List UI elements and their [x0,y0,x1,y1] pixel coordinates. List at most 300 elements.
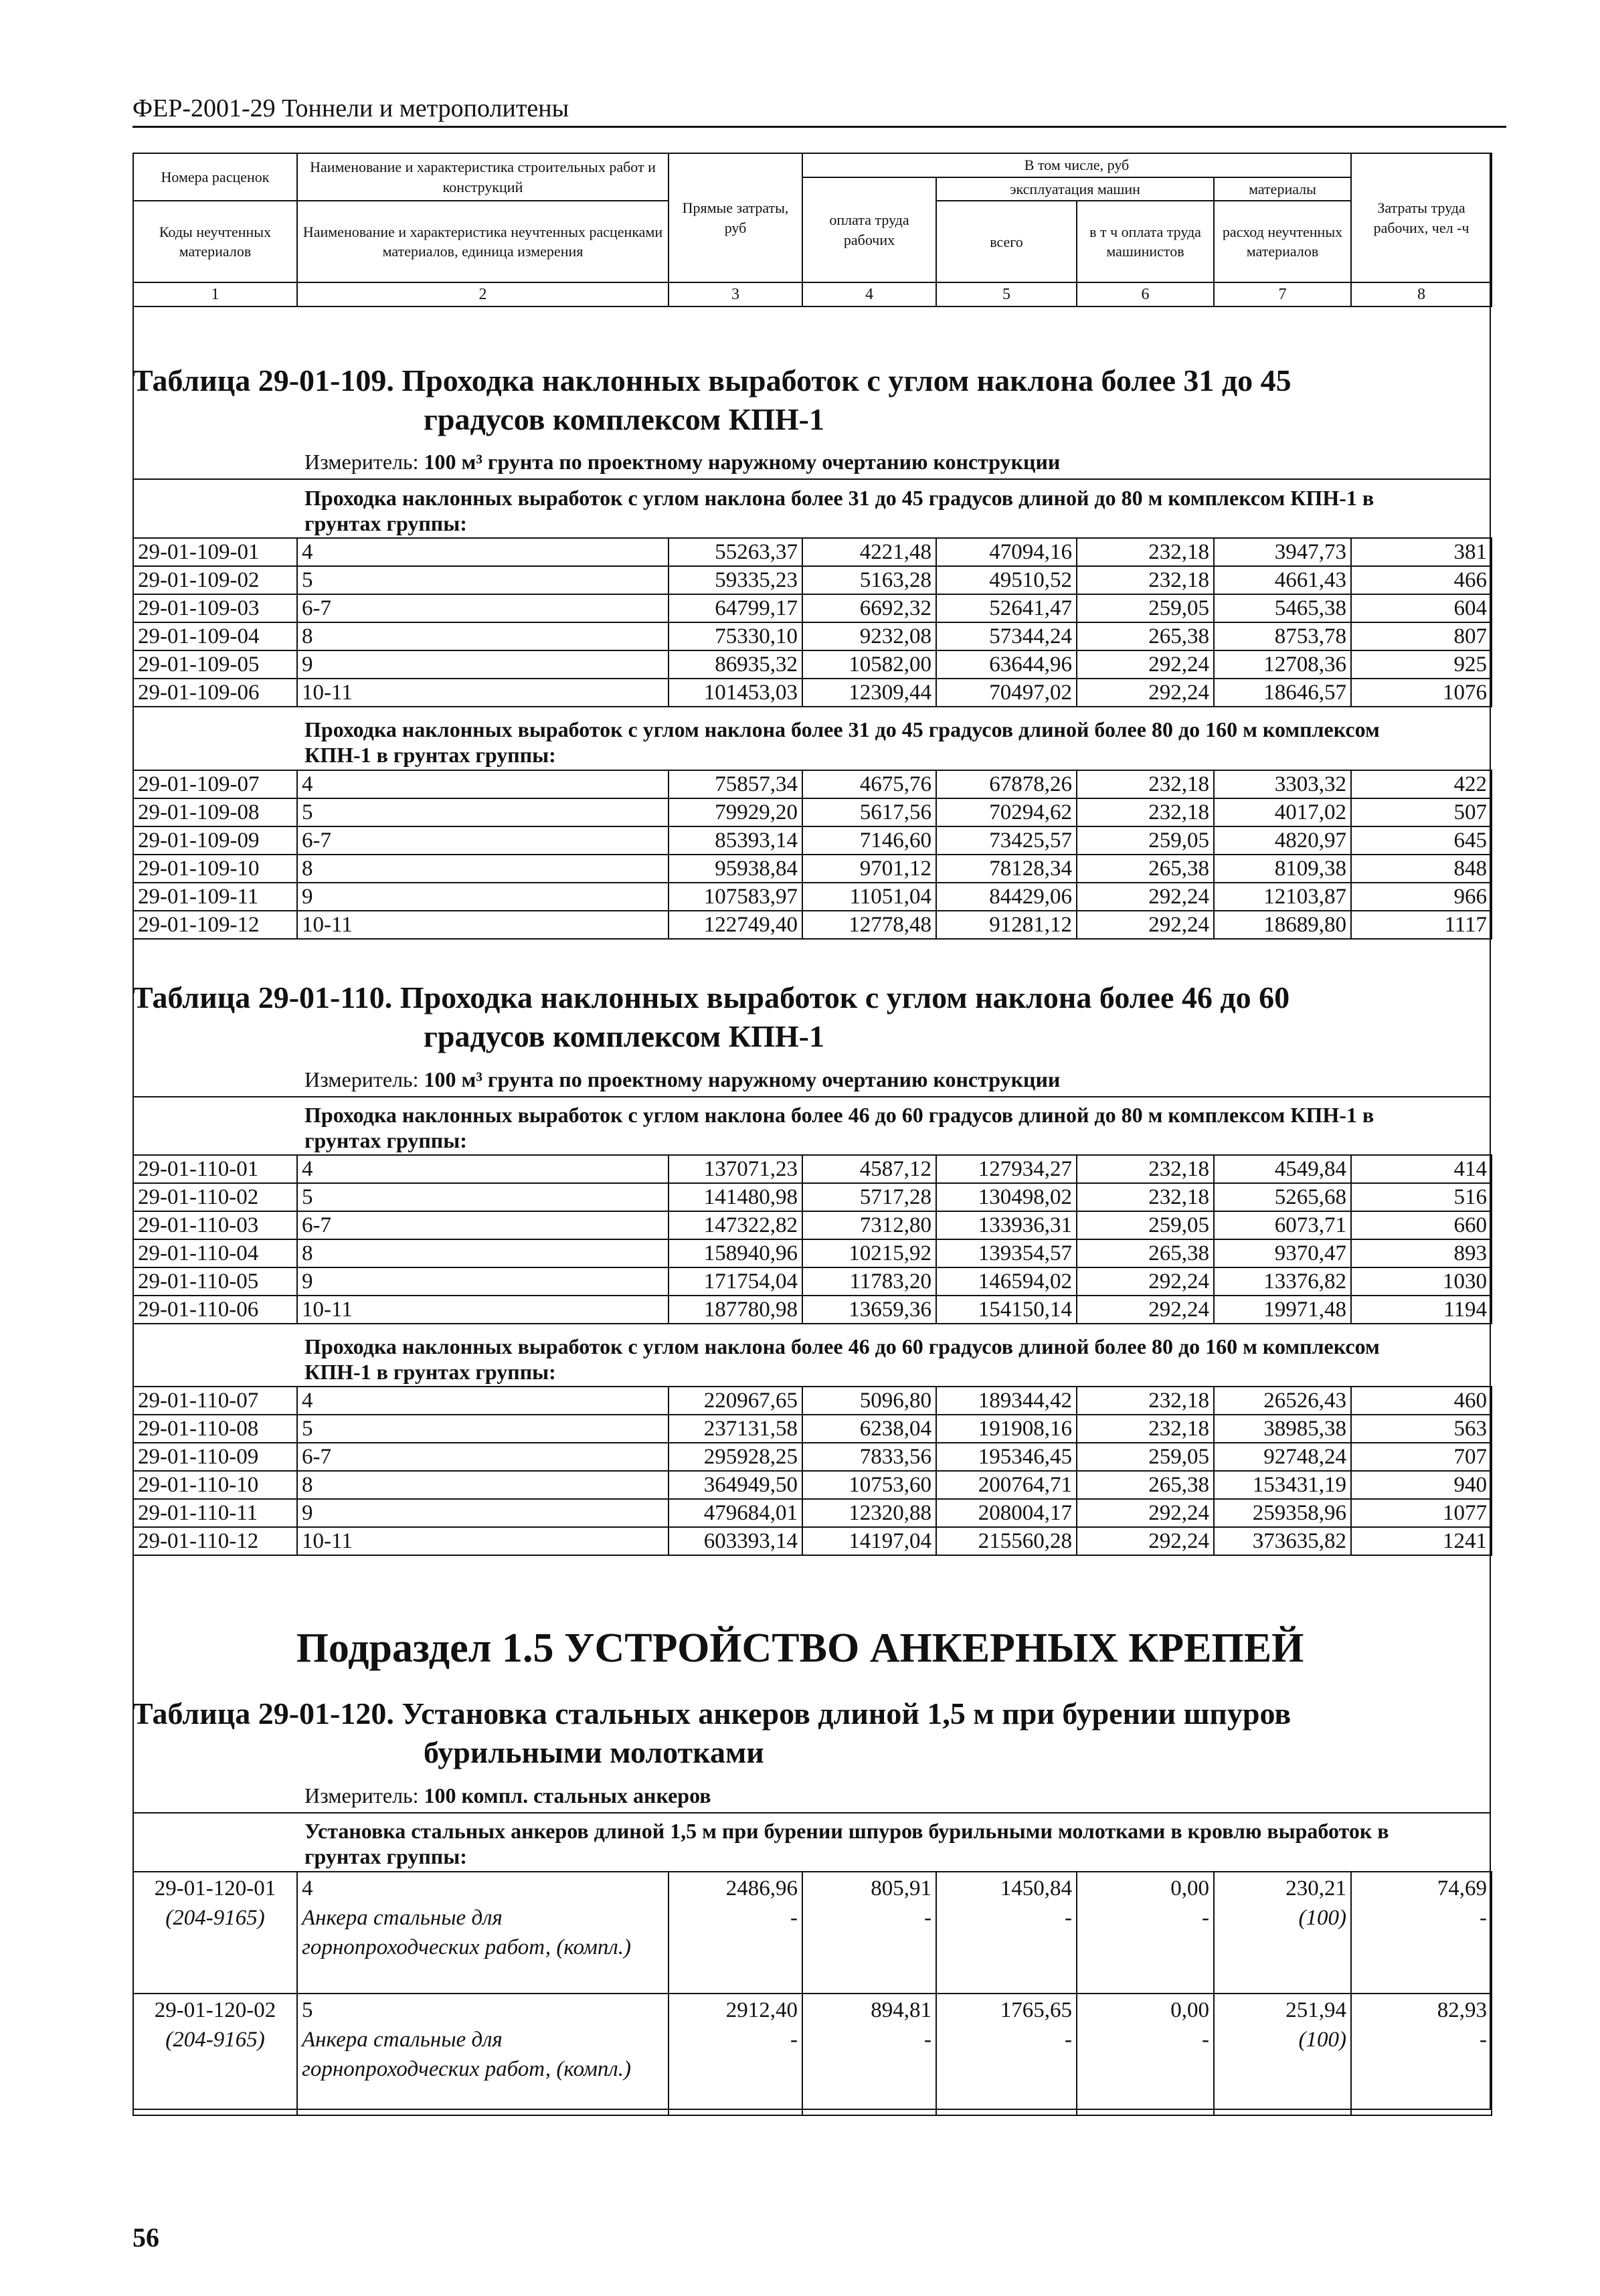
cost-value: 3303,32 [1214,770,1351,798]
cost-cell [802,1994,936,2115]
cost-value: 230,21 [1285,1876,1346,1901]
col-name-header: Наименование и характеристика строительных работ и конструкций [297,153,669,201]
col-mat-codes-header: Коды неучтенных материалов [133,201,297,282]
cost-value: 292,24 [1077,679,1214,707]
cost-value: 12778,48 [802,911,936,939]
table-110-title-line2: градусов комплексом КПН-1 [424,1019,824,1053]
soil-group: 4 [297,1155,669,1183]
cost-value: 2912,40 [725,1998,798,2022]
cost-value: 295928,25 [669,1443,802,1471]
measure-value: 100 м³ грунта по проектному наружному очертанию конструкции [424,1067,1061,1091]
soil-group: 8 [297,1239,669,1267]
table-120-rows [132,1871,1492,2116]
cost-value: 645 [1351,826,1492,855]
table-109-rows-1 [132,537,1492,707]
page-header: ФЕР-2001-29 Тоннели и метрополитены [132,94,569,122]
cost-value: 232,18 [1077,770,1214,798]
cost-value: 146594,02 [936,1267,1077,1296]
material-consumption: - [1480,1906,1487,1930]
page-number: 56 [132,2222,159,2253]
cost-value: 70294,62 [936,798,1077,826]
cost-value: 64799,17 [669,594,802,622]
material-consumption: - [924,1906,931,1930]
table-row [133,883,1492,911]
cost-cell [1214,1994,1351,2115]
cost-value: 5096,80 [802,1387,936,1415]
rate-code: 29-01-109-03 [133,594,297,622]
table-110-rows-1 [132,1154,1492,1324]
cost-value: 59335,23 [669,566,802,594]
table-120-title-line1: Таблица 29-01-120. Установка стальных анкеров длиной 1,5 м при бурении шпуров [132,1696,1292,1731]
cost-value: 292,24 [1077,883,1214,911]
cost-value: 414 [1351,1155,1492,1183]
table-row [133,911,1492,939]
cost-value: 13376,82 [1214,1267,1351,1296]
cost-value: 52641,47 [936,594,1077,622]
col-machines-header: эксплуатация машин [936,177,1214,201]
cost-value: 133936,31 [936,1211,1077,1239]
soil-group: 9 [297,650,669,679]
cost-value: 12708,36 [1214,650,1351,679]
cost-value: 807 [1351,622,1492,650]
cost-value: 5717,28 [802,1183,936,1211]
cost-value: 232,18 [1077,1415,1214,1443]
work-name-cell [297,1994,669,2115]
table-109-group-1: Проходка наклонных выработок с углом наклона более 31 до 45 градусов длиной до 80 м комплексом КПН-1 в грунтах группы: [304,486,1374,535]
cost-value: 47094,16 [936,538,1077,566]
table-row [133,855,1492,883]
rate-code: 29-01-109-08 [133,798,297,826]
cost-value: 13659,36 [802,1296,936,1324]
cost-value: 208004,17 [936,1499,1077,1527]
cost-value: 232,18 [1077,1155,1214,1183]
cost-value: 67878,26 [936,770,1077,798]
table-row [133,1239,1492,1267]
rate-code: 29-01-109-11 [133,883,297,911]
cost-value: 18646,57 [1214,679,1351,707]
soil-group: 6-7 [297,1443,669,1471]
cost-value: 200764,71 [936,1471,1077,1499]
cost-value: 75330,10 [669,622,802,650]
soil-group: 9 [297,1267,669,1296]
cost-value: 79929,20 [669,798,802,826]
cost-value: 1117 [1351,911,1492,939]
cost-value: 70497,02 [936,679,1077,707]
table-row [133,1387,1492,1415]
soil-group: 4 [297,770,669,798]
table-row [133,622,1492,650]
table-row [133,1499,1492,1527]
table-109-title [132,361,1292,439]
cost-cell [669,1994,802,2115]
cost-value: 215560,28 [936,1527,1077,1555]
cost-value: 191908,16 [936,1415,1077,1443]
cost-value: 63644,96 [936,650,1077,679]
table-row [133,650,1492,679]
cost-value: 660 [1351,1211,1492,1239]
table-row [133,798,1492,826]
col-total-header: всего [936,201,1077,282]
rate-code: 29-01-110-04 [133,1239,297,1267]
table-row [133,1872,1492,1994]
cost-value: 925 [1351,650,1492,679]
column-number: 4 [802,282,936,306]
column-header-table [132,153,1492,307]
material-consumption: - [1202,2028,1209,2052]
table-109-rows-2 [132,770,1492,940]
cost-value: 187780,98 [669,1296,802,1324]
cost-value: 232,18 [1077,566,1214,594]
soil-group: 5 [297,1415,669,1443]
table-row [133,1443,1492,1471]
cost-value: 189344,42 [936,1387,1077,1415]
material-consumption: - [1065,2028,1072,2052]
soil-group: 8 [297,622,669,650]
cost-value: 147322,82 [669,1211,802,1239]
cost-value: 38985,38 [1214,1415,1351,1443]
cost-value: 6692,32 [802,594,936,622]
cost-value: 237131,58 [669,1415,802,1443]
table-row [133,1296,1492,1324]
cost-value: 265,38 [1077,855,1214,883]
table-110-group-2: Проходка наклонных выработок с углом наклона более 46 до 60 градусов длиной более 80 до 160 м комплексом КПН-1 в грунтах группы: [304,1334,1380,1384]
soil-group: 10-11 [297,679,669,707]
rate-code: 29-01-109-12 [133,911,297,939]
column-number: 2 [297,282,669,306]
table-110-measure [304,1067,1060,1092]
soil-group: 4 [297,538,669,566]
cost-value: 292,24 [1077,1499,1214,1527]
table-row [133,1527,1492,1555]
soil-group: 9 [297,1499,669,1527]
measure-label: Измеритель: [304,1783,419,1807]
col-including-header: В том числе, руб [802,153,1351,177]
cost-value: 0,00 [1170,1998,1209,2022]
cost-value: 195346,45 [936,1443,1077,1471]
cost-value: 84429,06 [936,883,1077,911]
cost-value: 232,18 [1077,1387,1214,1415]
cost-value: 57344,24 [936,622,1077,650]
cost-value: 12309,44 [802,679,936,707]
rate-code: 29-01-110-01 [133,1155,297,1183]
table-row [133,1267,1492,1296]
cost-value: 86935,32 [669,650,802,679]
cost-value: 220967,65 [669,1387,802,1415]
column-number: 1 [133,282,297,306]
soil-group: 4 [302,1876,313,1901]
cost-value: 12320,88 [802,1499,936,1527]
table-120-title [132,1694,1291,1772]
soil-group: 5 [297,1183,669,1211]
cost-value: 18689,80 [1214,911,1351,939]
cost-value: 14197,04 [802,1527,936,1555]
col-mat-name-header: Наименование и характеристика неучтенных расценками материалов, единица измерения [297,201,669,282]
cost-value: 75857,34 [669,770,802,798]
soil-group: 4 [297,1387,669,1415]
table-120-measure [304,1783,711,1808]
table-109-measure [304,450,1060,474]
cost-value: 122749,40 [669,911,802,939]
table-109-title-line2: градусов комплексом КПН-1 [424,402,824,436]
material-consumption: (100) [1298,1906,1346,1930]
cost-value: 364949,50 [669,1471,802,1499]
cost-value: 171754,04 [669,1267,802,1296]
table-row [133,826,1492,855]
soil-group: 5 [302,1998,313,2022]
cost-value: 604 [1351,594,1492,622]
cost-value: 74,69 [1437,1876,1487,1901]
table-110-title [132,978,1290,1056]
soil-group: 10-11 [297,911,669,939]
cost-value: 848 [1351,855,1492,883]
cost-value: 0,00 [1170,1876,1209,1901]
cost-value: 1450,84 [1000,1876,1072,1901]
subsection-title: Подраздел 1.5 УСТРОЙСТВО АНКЕРНЫХ КРЕПЕЙ [296,1625,1304,1671]
cost-value: 292,24 [1077,1296,1214,1324]
material-code: (204-9165) [165,1906,265,1930]
cost-value: 259,05 [1077,1211,1214,1239]
material-consumption: - [1202,1906,1209,1930]
column-number: 7 [1214,282,1351,306]
cost-value: 130498,02 [936,1183,1077,1211]
cost-value: 251,94 [1285,1998,1346,2022]
soil-group: 8 [297,1471,669,1499]
rate-code: 29-01-110-12 [133,1527,297,1555]
cost-value: 154150,14 [936,1296,1077,1324]
cost-value: 7833,56 [802,1443,936,1471]
cost-value: 940 [1351,1471,1492,1499]
cost-value: 894,81 [871,1998,931,2022]
cost-value: 82,93 [1437,1998,1487,2022]
cost-cell [802,1872,936,1994]
column-number: 6 [1077,282,1214,306]
table-110-group-1: Проходка наклонных выработок с углом наклона более 46 до 60 градусов длиной до 80 м комплексом КПН-1 в грунтах группы: [304,1103,1374,1152]
cost-value: 1076 [1351,679,1492,707]
cost-value: 292,24 [1077,650,1214,679]
rate-code: 29-01-109-09 [133,826,297,855]
cost-value: 78128,34 [936,855,1077,883]
cost-cell [1077,1994,1214,2115]
cost-value: 73425,57 [936,826,1077,855]
rate-code: 29-01-120-02 [154,1998,276,2022]
rate-code: 29-01-109-05 [133,650,297,679]
soil-group: 6-7 [297,826,669,855]
cost-value: 137071,23 [669,1155,802,1183]
table-120-group-1: Установка стальных анкеров длиной 1,5 м при бурении шпуров бурильными молотками в кровлю выработок в грунтах группы: [304,1819,1389,1868]
cost-cell [936,1994,1077,2115]
cost-value: 6073,71 [1214,1211,1351,1239]
col-drivers-header: в т ч оплата труда машинистов [1077,201,1214,282]
cost-value: 265,38 [1077,1471,1214,1499]
cost-value: 2486,96 [725,1876,798,1901]
rate-code: 29-01-110-10 [133,1471,297,1499]
cost-value: 1194 [1351,1296,1492,1324]
cost-value: 8109,38 [1214,855,1351,883]
material-name: Анкера стальные для горнопроходческих работ, (компл.) [302,1906,632,1959]
cost-value: 4661,43 [1214,566,1351,594]
cost-value: 7312,80 [802,1211,936,1239]
cost-value: 460 [1351,1387,1492,1415]
table-row [133,1994,1492,2115]
cost-value: 7146,60 [802,826,936,855]
cost-value: 479684,01 [669,1499,802,1527]
cost-value: 5617,56 [802,798,936,826]
cost-cell [669,1872,802,1994]
cost-value: 10215,92 [802,1239,936,1267]
cost-value: 292,24 [1077,1267,1214,1296]
cost-value: 232,18 [1077,1183,1214,1211]
material-consumption: - [1480,2028,1487,2052]
cost-value: 4820,97 [1214,826,1351,855]
table-109-group-2: Проходка наклонных выработок с углом наклона более 31 до 45 градусов длиной более 80 до 160 м комплексом КПН-1 в грунтах группы: [304,717,1380,767]
cost-value: 10753,60 [802,1471,936,1499]
cost-value: 153431,19 [1214,1471,1351,1499]
cost-cell [936,1872,1077,1994]
cost-value: 259358,96 [1214,1499,1351,1527]
cost-value: 12103,87 [1214,883,1351,911]
column-number: 3 [669,282,802,306]
cost-value: 381 [1351,538,1492,566]
cost-value: 5265,68 [1214,1183,1351,1211]
rate-code: 29-01-109-02 [133,566,297,594]
rate-code: 29-01-110-06 [133,1296,297,1324]
cost-value: 19971,48 [1214,1296,1351,1324]
cost-value: 373635,82 [1214,1527,1351,1555]
cost-value: 5163,28 [802,566,936,594]
cost-value: 4587,12 [802,1155,936,1183]
cost-value: 8753,78 [1214,622,1351,650]
cost-value: 1077 [1351,1499,1492,1527]
cost-value: 893 [1351,1239,1492,1267]
measure-label: Измеритель: [304,450,419,474]
soil-group: 8 [297,855,669,883]
cost-value: 1241 [1351,1527,1492,1555]
table-row [133,1211,1492,1239]
soil-group: 6-7 [297,1211,669,1239]
cost-value: 265,38 [1077,1239,1214,1267]
header-rule [132,126,1506,128]
cost-value: 139354,57 [936,1239,1077,1267]
measure-label: Измеритель: [304,1067,419,1091]
rate-code: 29-01-110-03 [133,1211,297,1239]
material-consumption: - [924,2028,931,2052]
col-codes-header: Номера расценок [133,153,297,201]
cost-value: 55263,37 [669,538,802,566]
cost-value: 292,24 [1077,911,1214,939]
cost-value: 9701,12 [802,855,936,883]
cost-value: 6238,04 [802,1415,936,1443]
cost-cell [1351,1872,1492,1994]
material-consumption: (100) [1298,2028,1346,2052]
material-consumption: - [790,1906,798,1930]
table-row [133,538,1492,566]
table-row [133,1471,1492,1499]
rate-code-cell [133,1994,297,2115]
cost-value: 805,91 [871,1876,931,1901]
soil-group: 10-11 [297,1527,669,1555]
rate-code: 29-01-110-09 [133,1443,297,1471]
cost-value: 92748,24 [1214,1443,1351,1471]
rate-code: 29-01-109-01 [133,538,297,566]
soil-group: 9 [297,883,669,911]
col-labor-header: оплата труда рабочих [802,177,936,283]
rate-code: 29-01-110-11 [133,1499,297,1527]
material-consumption: - [790,2028,798,2052]
column-number: 5 [936,282,1077,306]
table-109-title-line1: Таблица 29-01-109. Проходка наклонных выработок с углом наклона более 31 до 45 [132,363,1292,398]
table-row [133,1183,1492,1211]
col-labor-cost-header: Затраты труда рабочих, чел -ч [1351,153,1492,282]
material-code: (204-9165) [165,2028,265,2052]
cost-value: 85393,14 [669,826,802,855]
material-consumption: - [1065,1906,1072,1930]
rate-code: 29-01-110-05 [133,1267,297,1296]
cost-value: 259,05 [1077,826,1214,855]
cost-value: 9370,47 [1214,1239,1351,1267]
cost-value: 259,05 [1077,594,1214,622]
cost-value: 49510,52 [936,566,1077,594]
cost-value: 141480,98 [669,1183,802,1211]
table-row [133,566,1492,594]
cost-value: 707 [1351,1443,1492,1471]
cost-value: 95938,84 [669,855,802,883]
cost-value: 259,05 [1077,1443,1214,1471]
cost-value: 265,38 [1077,622,1214,650]
cost-value: 11051,04 [802,883,936,911]
col-direct-header: Прямые затраты, руб [669,153,802,282]
cost-value: 563 [1351,1415,1492,1443]
col-materials-header: материалы [1214,177,1351,201]
cost-value: 9232,08 [802,622,936,650]
cost-value: 232,18 [1077,798,1214,826]
cost-value: 4675,76 [802,770,936,798]
rate-code: 29-01-110-08 [133,1415,297,1443]
table-row [133,594,1492,622]
rate-code: 29-01-109-04 [133,622,297,650]
cost-value: 966 [1351,883,1492,911]
col-mat-cons-header: расход неучтенных материалов [1214,201,1351,282]
table-row [133,770,1492,798]
cost-value: 5465,38 [1214,594,1351,622]
table-110-title-line1: Таблица 29-01-110. Проходка наклонных выработок с углом наклона более 46 до 60 [132,980,1290,1014]
table-110-rows-2 [132,1386,1492,1556]
cost-value: 466 [1351,566,1492,594]
measure-value: 100 компл. стальных анкеров [424,1783,711,1807]
material-name: Анкера стальные для горнопроходческих работ, (компл.) [302,2028,632,2081]
cost-value: 292,24 [1077,1527,1214,1555]
rate-code: 29-01-109-10 [133,855,297,883]
rate-code-cell [133,1872,297,1994]
table-120-title-line2: бурильными молотками [424,1735,764,1769]
cost-value: 107583,97 [669,883,802,911]
cost-value: 516 [1351,1183,1492,1211]
cost-value: 4017,02 [1214,798,1351,826]
rate-code: 29-01-120-01 [154,1876,276,1901]
rate-code: 29-01-109-07 [133,770,297,798]
cost-value: 4221,48 [802,538,936,566]
rate-code: 29-01-110-07 [133,1387,297,1415]
cost-value: 3947,73 [1214,538,1351,566]
cost-value: 232,18 [1077,538,1214,566]
cost-cell [1214,1872,1351,1994]
cost-value: 603393,14 [669,1527,802,1555]
cost-cell [1077,1872,1214,1994]
cost-value: 10582,00 [802,650,936,679]
cost-value: 4549,84 [1214,1155,1351,1183]
soil-group: 10-11 [297,1296,669,1324]
measure-value: 100 м³ грунта по проектному наружному очертанию конструкции [424,450,1061,474]
cost-value: 1030 [1351,1267,1492,1296]
